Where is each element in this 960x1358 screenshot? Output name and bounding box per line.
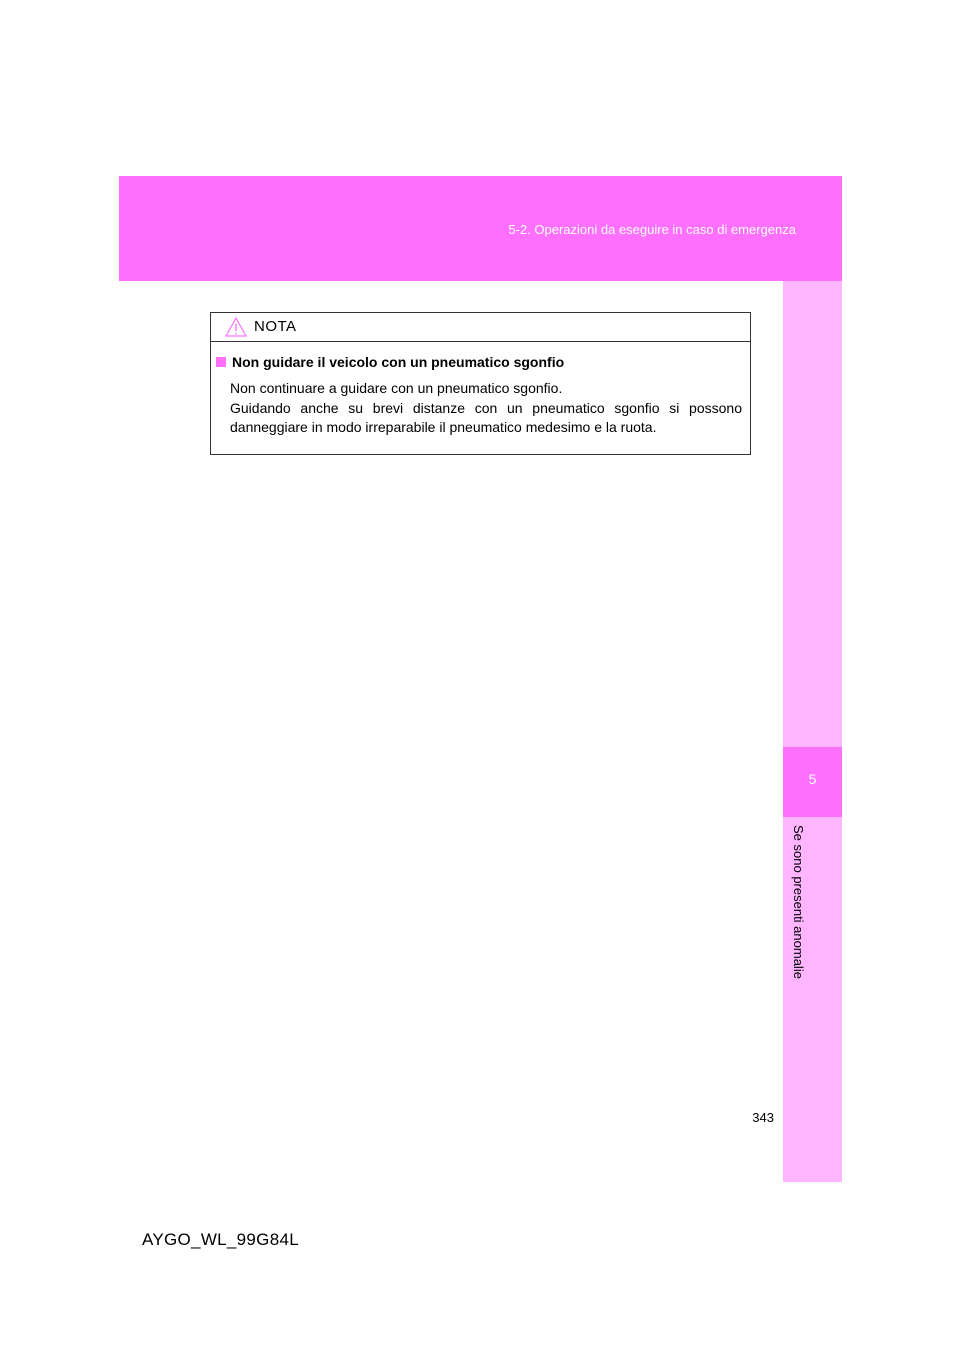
note-label: NOTA (254, 318, 297, 335)
chapter-side-tab (783, 281, 842, 1182)
warning-triangle-icon (225, 317, 247, 337)
square-bullet-icon (216, 357, 226, 367)
note-line: Non continuare a guidare con un pneumatico sgonfio. (230, 380, 563, 396)
chapter-number: 5 (808, 771, 817, 787)
chapter-title: Se sono presenti anomalie (791, 825, 806, 979)
note-heading-text: Non guidare il veicolo con un pneumatico sgonfio (232, 354, 565, 370)
section-title: 5-2. Operazioni da eseguire in caso di emergenza (508, 222, 796, 237)
header-band (119, 176, 842, 281)
note-line: Guidando anche su brevi distanze con un pneumatico sgonfio si possono danneggiare in modo irreparabile il pneumatico medesimo e la ruota. (230, 399, 742, 435)
note-box (210, 312, 751, 455)
page-number: 343 (752, 1110, 774, 1125)
document-code: AYGO_WL_99G84L (142, 1230, 299, 1249)
note-body (211, 342, 750, 438)
note-text (216, 379, 742, 438)
note-heading (216, 354, 742, 370)
chapter-number-block (783, 747, 842, 817)
note-header (211, 313, 750, 342)
